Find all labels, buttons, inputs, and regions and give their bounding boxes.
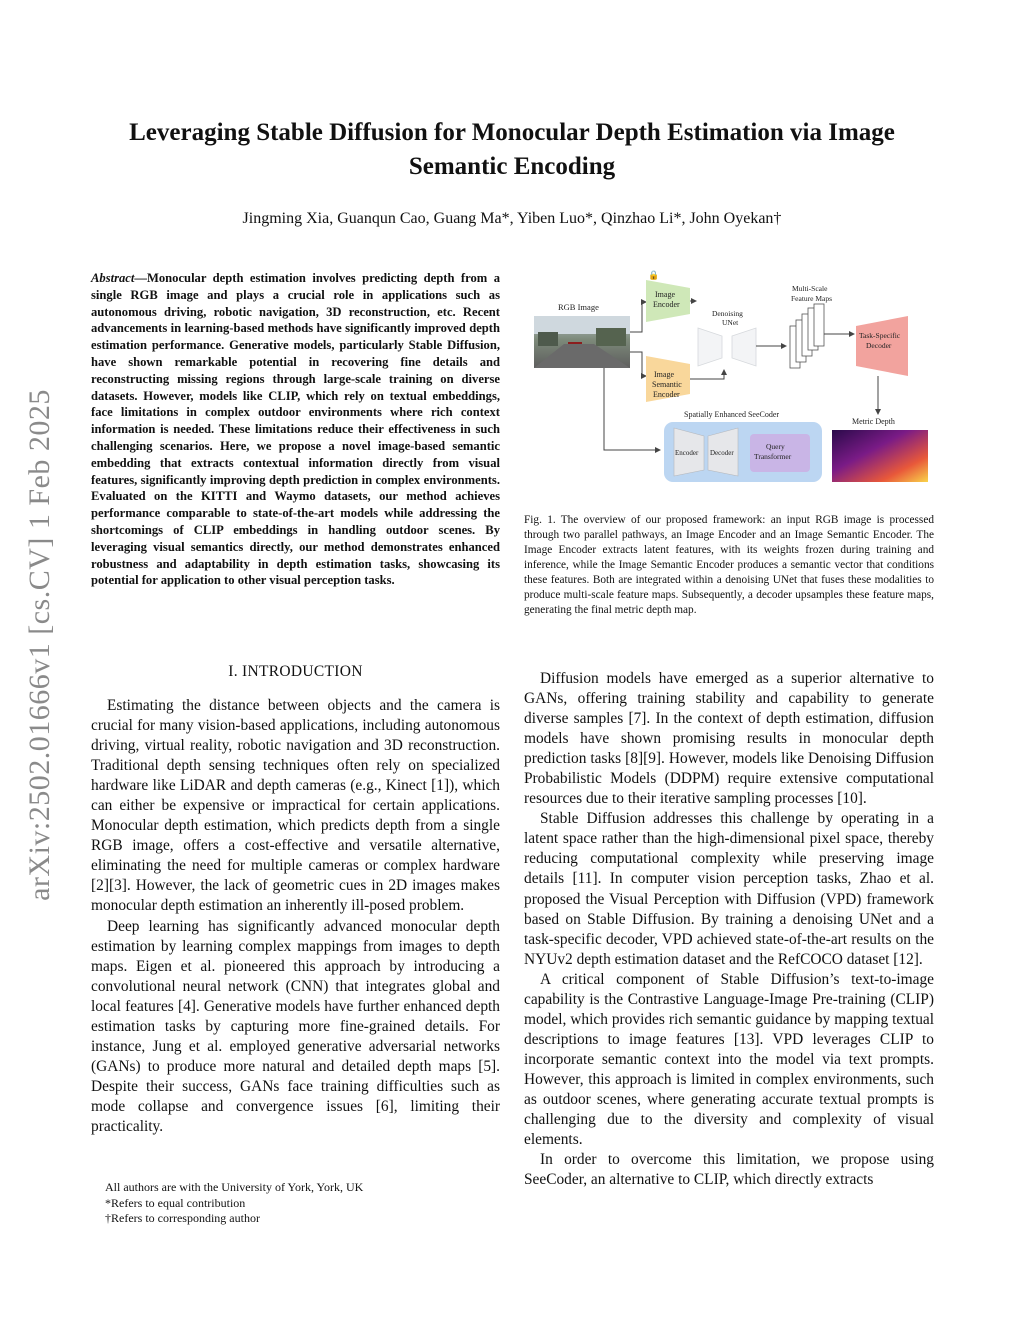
- rgb-image-label: RGB Image: [558, 302, 599, 312]
- arxiv-id: arXiv:2502.01666v1 [cs.CV] 1 Feb 2025: [23, 389, 56, 901]
- footnote: †Refers to corresponding author: [105, 1211, 260, 1225]
- paper-title: Leveraging Stable Diffusion for Monocular Depth Estimation via Image Semantic Encoding: [129, 119, 895, 180]
- footnote: All authors are with the University of York, York, UK: [105, 1180, 364, 1194]
- footnotes: [91, 1180, 500, 1227]
- seecoder-label: Spatially Enhanced SeeCoder: [684, 410, 780, 419]
- paper-authors: Jingming Xia, Guanqun Cao, Guang Ma*, Yiben Luo*, Qinzhao Li*, John Oyekan†: [242, 210, 782, 227]
- query-transformer-label-1: Query: [766, 442, 785, 451]
- paragraph: A critical component of Stable Diffusion’s text-to-image capability is the Contrastive Language-Image Pre-training (CLIP) model, which provides rich semantic guidance by mapping textual descriptions to image features [13]. VPD leverages CLIP to incorporate semantic context into the model via text prompts. However, this approach is limited in complex environments, such as outdoor scenes, where generating accurate textual prompts is challenging due to the diversity and complexity of visual elements.: [524, 970, 934, 1149]
- task-decoder-label-1: Task-Specific: [859, 331, 901, 340]
- multi-scale-label-1: Multi-Scale: [792, 284, 828, 293]
- section-heading-introduction: I. INTRODUCTION: [228, 663, 363, 680]
- unet-label-1: Denoising: [712, 309, 743, 318]
- unet-label-2: UNet: [722, 318, 739, 327]
- semantic-encoder-label-1: Image: [654, 370, 674, 379]
- denoising-unet-right: [732, 328, 756, 366]
- paragraph: In order to overcome this limitation, we propose using SeeCoder, an alternative to CLIP, which directly extracts: [524, 1151, 934, 1189]
- metric-depth-map: [832, 430, 928, 482]
- left-column-body: [91, 696, 500, 1137]
- seecoder-decoder-label: Decoder: [710, 449, 734, 457]
- arxiv-sidebar-stamp: [14, 355, 66, 935]
- seecoder-encoder-label: Encoder: [675, 449, 699, 457]
- figure-1-diagram: [524, 264, 934, 504]
- multi-scale-label-2: Feature Maps: [791, 294, 833, 303]
- metric-depth-label: Metric Depth: [852, 417, 895, 426]
- task-decoder-label-2: Decoder: [866, 341, 892, 350]
- paragraph: Diffusion models have emerged as a superior alternative to GANs, offering training stability and capability to generate diverse samples [7]. In the context of depth estimation, diffusion models have shown promising results in monocular depth prediction tasks [8][9]. However, models like Denoising Diffusion Probabilistic Models (DDPM) require extensive computational resources due to their iterative sampling processes [10].: [524, 670, 934, 808]
- abstract-text: —Monocular depth estimation involves predicting depth from a single RGB image and plays a crucial role in applications such as autonomous driving, robotic navigation, 3D reconstruction, etc. Recent advancements in learning-based methods have significantly improved depth estimation performance. Generative models, particularly Stable Diffusion, have shown remarkable potential in recovering fine details and reconstructing missing regions through large-scale training on diverse datasets. However, models like CLIP, which rely on textual embeddings, face limitations in complex outdoor environments where rich context information is needed. These limitations reduce their effectiveness in such challenging scenarios. Here, we propose a novel image-based semantic embedding that extracts contextual information directly from visual features, significantly improving depth prediction in complex environments. Evaluated on the KITTI and Waymo datasets, our method achieves performance comparable to state-of-the-art models while addressing the shortcomings of CLIP embeddings in handling outdoor scenes. By leveraging visual semantics directly, our method demonstrates enhanced robustness and adaptability in depth estimation tasks, showcasing its potential for application to other visual perception tasks.: [91, 271, 500, 588]
- paragraph: Stable Diffusion addresses this challenge by operating in a latent space rather than the high-dimensional pixel space, thereby reducing computational complexity while preserving image details [11]. In computer vision perception tasks, Zhao et al. proposed the Visual Perception with Diffusion (VPD) framework based on Stable Diffusion. By training a denoising UNet and a task-specific decoder, VPD achieved state-of-the-art results on the NYUv2 depth estimation dataset and the RefCOCO dataset [12].: [524, 810, 934, 968]
- image-encoder-label-1: Image: [655, 290, 675, 299]
- paragraph: Estimating the distance between objects and the camera is crucial for many vision-based applications, including autonomous driving, virtual reality, robotic navigation and 3D reconstruction. Traditional depth sensing techniques often rely on specialized hardware like LiDAR and depth cameras (e.g., Kinect [1]), which can either be expensive or impractical for certain applications. Monocular depth estimation, which predicts depth from a single RGB image, offers a cost-effective and versatile alternative, eliminating the need for multiple cameras or complex hardware [2][3]. However, the lack of geometric cues in 2D images makes monocular depth estimation an inherently ill-posed problem.: [91, 697, 500, 915]
- right-column-body: [524, 669, 934, 1190]
- semantic-encoder-label-3: Encoder: [653, 390, 680, 399]
- footnote: *Refers to equal contribution: [105, 1195, 246, 1210]
- lock-icon: 🔒: [648, 270, 660, 280]
- abstract: [91, 270, 500, 589]
- semantic-encoder-label-2: Semantic: [652, 380, 682, 389]
- query-transformer-label-2: Transformer: [754, 452, 792, 461]
- abstract-label: Abstract: [91, 271, 135, 285]
- paragraph: Deep learning has significantly advanced monocular depth estimation by learning complex mappings from images to depth maps. Eigen et al. pioneered this approach by introducing a convolutional neural network (CNN) that integrates global and local features [4]. Generative models have further enhanced depth estimation tasks by capturing more fine-grained details. For instance, Jung et al. employed generative adversarial networks (GANs) to produce more natural and detailed depth maps [5]. Despite their success, GANs face training difficulties such as mode collapse and convergence issues [6], limiting their practicality.: [91, 917, 500, 1135]
- figure-1-caption: Fig. 1. The overview of our proposed framework: an input RGB image is processed through two parallel pathways, an Image Encoder and an Image Semantic Encoder. The Image Encoder extracts latent features, with its weights frozen during training and inference, while the Image Semantic Encoder produces a semantic vector that conditions these features. Both are integrated within a denoising UNet that fuses these modalities to produce multi-scale feature maps. Subsequently, a decoder upsamples these feature maps, generating the final metric depth map.: [524, 514, 934, 616]
- image-encoder-label-2: Encoder: [653, 300, 680, 309]
- feature-maps-stack: [790, 304, 824, 368]
- denoising-unet-left: [698, 328, 722, 366]
